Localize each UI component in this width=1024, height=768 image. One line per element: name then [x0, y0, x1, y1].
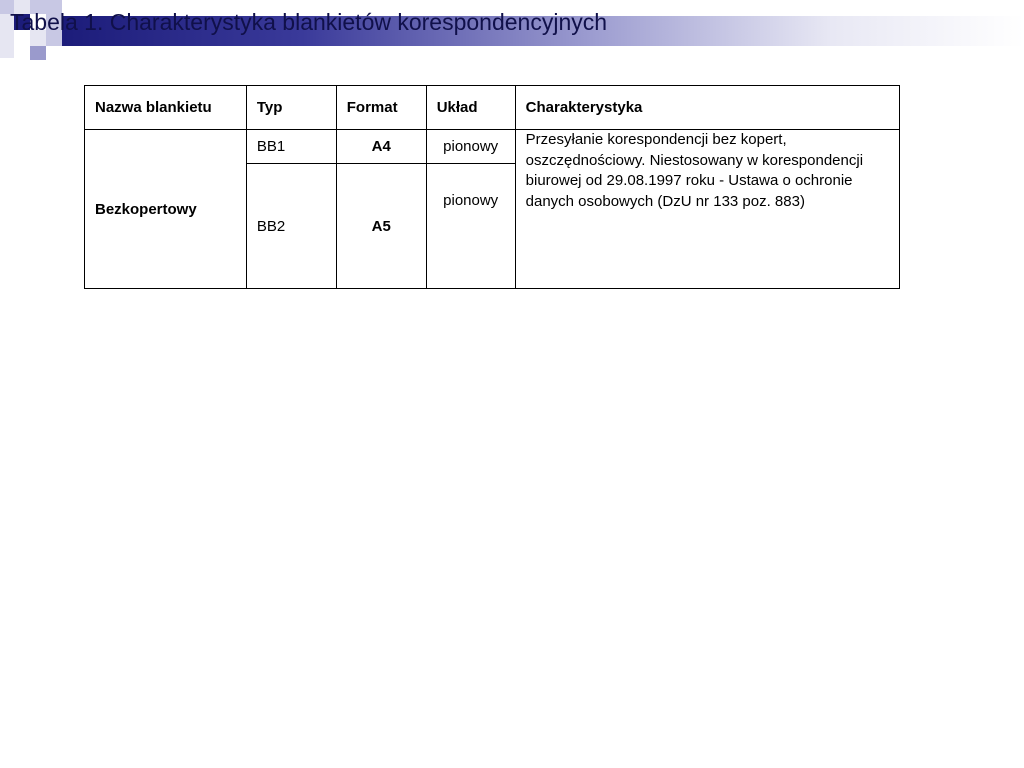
header-layout: Układ: [426, 86, 515, 130]
cell-group-name: Bezkopertowy: [85, 130, 247, 289]
table-header-row: [85, 86, 900, 130]
slide-title: Tabela 1. Charakterystyka blankietów korespondencyjnych: [10, 9, 608, 35]
cell-description: Przesyłanie korespondencji bez kopert, oszczędnościowy. Niestosowany w korespondencji biurowej od 29.08.1997 roku - Ustawa o ochronie danych osobowych (DzU nr 133 poz. 883): [515, 130, 899, 289]
cell-format: A5: [336, 164, 426, 289]
table-row: [85, 130, 900, 164]
decor-square: [30, 46, 46, 60]
header-type: Typ: [246, 86, 336, 130]
cell-layout: pionowy: [426, 130, 515, 164]
letterhead-table: [84, 85, 900, 289]
cell-type: BB1: [246, 130, 336, 164]
header-description: Charakterystyka: [515, 86, 899, 130]
cell-layout: pionowy: [426, 164, 515, 289]
cell-format: A4: [336, 130, 426, 164]
cell-type: BB2: [246, 164, 336, 289]
header-format: Format: [336, 86, 426, 130]
header-name: Nazwa blankietu: [85, 86, 247, 130]
